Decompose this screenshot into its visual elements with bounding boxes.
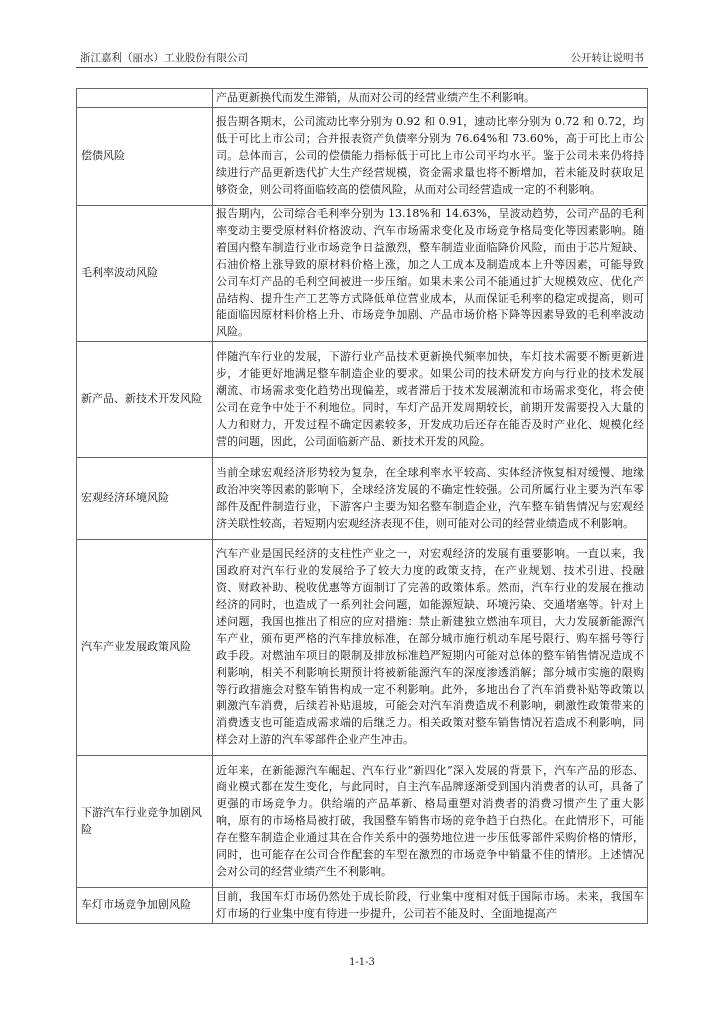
risk-table [76,88,648,924]
risk-name-cell: 车灯市场竞争加剧风险 [77,888,213,924]
risk-name-cell: 新产品、新技术开发风险 [77,342,213,458]
risk-content-cell: 产品更新换代而发生滞销，从而对公司的经营业绩产生不利影响。 [213,89,648,108]
table-row [77,756,648,888]
risk-content-cell: 报告期内，公司综合毛利率分别为 13.18%和 14.63%，呈波动趋势，公司产品的毛利率变动主要受原材料价格波动、汽车市场需求变化及市场竞争格局变化等因素影响。随着国内整车制造行业市场竞争日益激烈，整车制造业面临降价风险，而由于芯片短缺、石油价格上涨导致的原材料价格上涨，加之人工成本及制造成本上升等因素，可能导致公司车灯产品的毛利空间被进一步压缩。如果未来公司不能通过扩大规模效应、优化产品结构、提升生产工艺等方式降低单位营业成本，从而保证毛利率的稳定或提高，则可能面临因原材料价格上升、市场竞争加剧、产品市场价格下降等因素导致的毛利率波动风险。 [213,206,648,342]
risk-content-cell: 目前，我国车灯市场仍然处于成长阶段，行业集中度相对低于国际市场。未来，我国车灯市场的行业集中度有待进一步提升，公司若不能及时、全面地提高产 [213,888,648,924]
risk-name-cell [77,89,213,108]
table-row [77,888,648,924]
risk-name-cell: 下游汽车行业竞争加剧风险 [77,756,213,888]
risk-content-cell: 报告期各期末，公司流动比率分别为 0.92 和 0.91，速动比率分别为 0.72 和 0.72，均低于可比上市公司；合并报表资产负债率分别为 76.64%和 73.60%，高于可比上市公司。总体而言，公司的偿债能力指标低于可比上市公司平均水平。鉴于公司未来仍将持续进行产品更新迭代扩大生产经营规模，资金需求量也将不断增加，若未能及时获取足够资金，则公司将面临较高的偿债风险，从而对公司经营造成一定的不利影响。 [213,108,648,206]
risk-content-cell: 伴随汽车行业的发展，下游行业产品技术更新换代频率加快，车灯技术需要不断更新进步，才能更好地满足整车制造企业的要求。如果公司的技术研发方向与行业的技术发展潮流、市场需求变化趋势出现偏差，或者滞后于技术发展潮流和市场需求变化，将会使公司在竞争中处于不利地位。同时，车灯产品开发周期较长，前期开发需要投入大量的人力和财力，开发过程不确定因素较多，开发成功后还存在能否及时产业化、规模化经营的问题，因此，公司面临新产品、新技术开发的风险。 [213,342,648,458]
risk-name-cell: 宏观经济环境风险 [77,458,213,540]
table-row [77,108,648,206]
document-title: 公开转让说明书 [570,52,644,64]
risk-name-cell: 偿债风险 [77,108,213,206]
table-row [77,206,648,342]
table-row [77,89,648,108]
page-header [76,48,648,66]
risk-content-cell: 当前全球宏观经济形势较为复杂，在全球利率水平较高、实体经济恢复相对缓慢、地缘政治冲突等因素的影响下，全球经济发展的不确定性较强。公司所属行业主要为汽车零部件及配件制造行业，下游客户主要为知名整车制造企业，汽车整车销售情况与宏观经济关联性较高，若短期内宏观经济表现不佳，则可能对公司的经营业绩造成不利影响。 [213,458,648,540]
header-divider [76,67,648,68]
table-row [77,540,648,756]
company-name: 浙江嘉利（丽水）工业股份有限公司 [80,52,248,64]
risk-name-cell: 汽车产业发展政策风险 [77,540,213,756]
risk-name-cell: 毛利率波动风险 [77,206,213,342]
risk-content-cell: 汽车产业是国民经济的支柱性产业之一，对宏观经济的发展有重要影响。一直以来，我国政府对汽车行业的发展给予了较大力度的政策支持，在产业规划、技术引进、投融资、财政补助、税收优惠等方面制订了完善的政策体系。然而，汽车行业的发展在推动经济的同时，也造成了一系列社会问题，如能源短缺、环境污染、交通堵塞等。针对上述问题，我国也推出了相应的应对措施：禁止新建独立燃油车项目，大力发展新能源汽车产业，颁布更严格的汽车排放标准，在部分城市施行机动车尾号限行、购车摇号等行政手段。对燃油车项目的限制及排放标准趋严短期内可能对总体的整车销售情况造成不利影响，相关不利影响长期预计将被新能源汽车的深度渗透消解；部分城市实施的限购等行政措施会对整车销售构成一定不利影响。此外，多地出台了汽车消费补贴等政策以刺激汽车消费，后续若补贴退坡，可能会对汽车消费造成不利影响，刺激性政策带来的消费透支也可能造成需求端的后继乏力。相关政策对整车销售情况若造成不利影响，同样会对上游的汽车零部件企业产生冲击。 [213,540,648,756]
risk-content-cell: 近年来，在新能源汽车崛起、汽车行业“新四化”深入发展的背景下，汽车产品的形态、商业模式都在发生变化，与此同时，自主汽车品牌逐渐受到国内消费者的认可，具备了更强的市场竞争力。供给端的产品革新、格局重塑对消费者的消费习惯产生了重大影响，原有的市场格局被打破，我国整车销售市场的竞争趋于白热化。在此情形下，可能存在整车制造企业通过其在合作关系中的强势地位进一步压低零部件采购价格的情形，同时，也可能存在公司合作配套的车型在激烈的市场竞争中销量不佳的情形。上述情况会对公司的经营业绩产生不利影响。 [213,756,648,888]
page-number: 1-1-3 [349,957,375,968]
table-row [77,342,648,458]
table-row [77,458,648,540]
